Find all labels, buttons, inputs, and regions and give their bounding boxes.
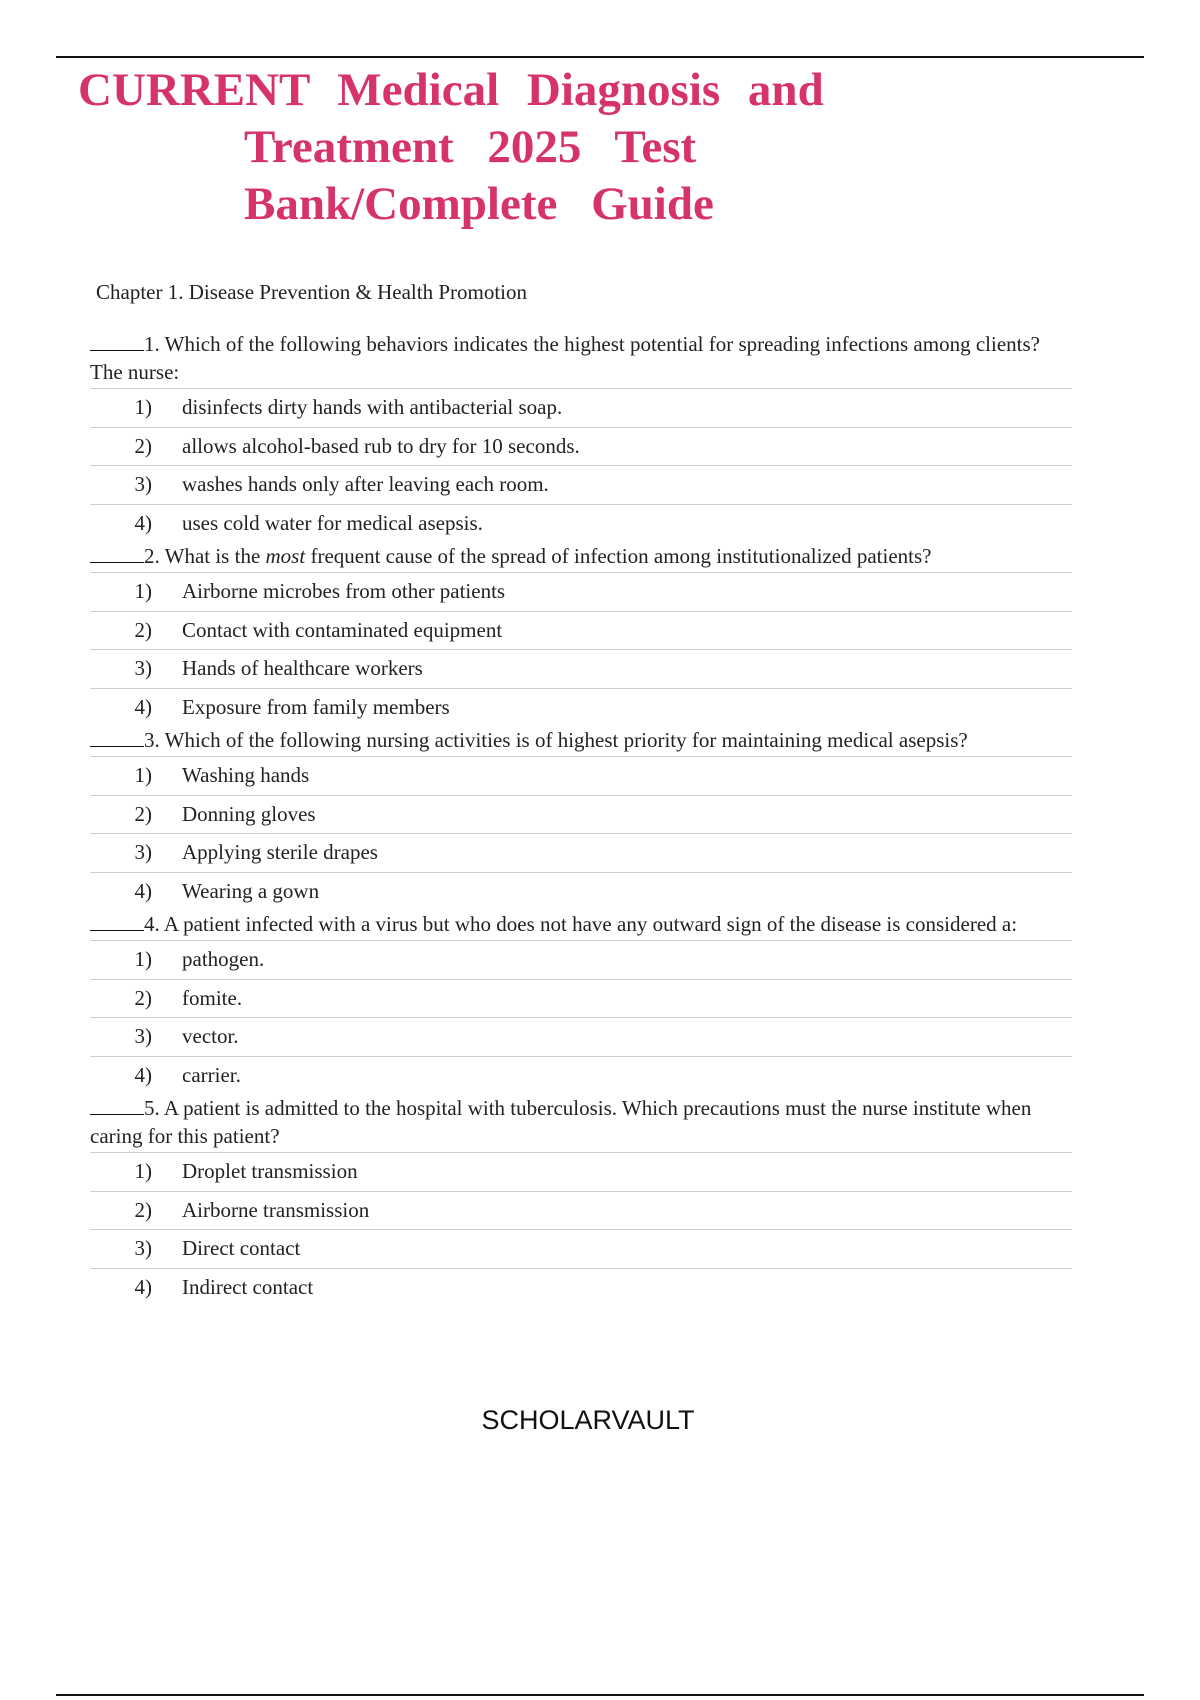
option: 4) Indirect contact <box>134 1274 314 1299</box>
question-1 <box>90 330 1072 542</box>
question-stem <box>90 1094 1072 1150</box>
question-3 <box>90 726 1072 910</box>
bottom-rule <box>56 1694 1144 1696</box>
option-list <box>90 756 1072 910</box>
emphasis: most <box>265 544 306 568</box>
question-text: A patient is admitted to the hospital with tuberculosis. Which precautions must the nurse institute when caring for this patient? <box>90 1096 1032 1148</box>
option: 1) pathogen. <box>90 941 1072 980</box>
option: 2) Donning gloves <box>90 796 1072 835</box>
option: 4) uses cold water for medical asepsis. <box>134 510 483 535</box>
question-number: 4. <box>144 912 160 936</box>
option: 1) Washing hands <box>90 757 1072 796</box>
option: 3) Direct contact <box>90 1230 1072 1269</box>
question-number: 1. <box>144 332 160 356</box>
question-text: Which of the following behaviors indicates the highest potential for spreading infections among clients? The nurse: <box>90 332 1040 384</box>
answer-blank[interactable] <box>90 912 144 931</box>
chapter-heading: Chapter 1. Disease Prevention & Health Promotion <box>96 280 528 304</box>
question-text: Which of the following nursing activities is of highest priority for maintaining medical asepsis? <box>164 728 968 752</box>
question-2 <box>90 542 1072 726</box>
answer-blank[interactable] <box>90 544 144 563</box>
title-line-3: Bank/Complete Guide <box>244 178 714 230</box>
option: 3) vector. <box>90 1018 1072 1057</box>
answer-blank[interactable] <box>90 728 144 747</box>
option-list <box>90 572 1072 726</box>
question-stem <box>90 726 1072 754</box>
option: 1) disinfects dirty hands with antibacterial soap. <box>90 389 1072 428</box>
option: 4) Wearing a gown <box>134 878 320 903</box>
top-rule <box>56 56 1144 58</box>
question-4 <box>90 910 1072 1094</box>
question-stem <box>90 330 1072 386</box>
answer-blank[interactable] <box>90 1096 144 1115</box>
title-line-1: CURRENT Medical Diagnosis and <box>78 64 824 116</box>
question-stem: 2. What is the most frequent cause of the spread of infection among institutionalized patients? <box>90 542 1072 570</box>
option: 2) Contact with contaminated equipment <box>90 612 1072 651</box>
watermark: SCHOLARVAULT <box>481 1405 695 1435</box>
question-stem <box>90 910 1072 938</box>
question-number: 3. <box>144 728 160 752</box>
option: 3) Hands of healthcare workers <box>90 650 1072 689</box>
option: 2) fomite. <box>90 980 1072 1019</box>
option: 1) Airborne microbes from other patients <box>90 573 1072 612</box>
question-5 <box>90 1094 1072 1306</box>
option-list <box>90 1152 1072 1306</box>
title-line-2: Treatment 2025 Test <box>244 121 697 173</box>
option: 3) Applying sterile drapes <box>90 834 1072 873</box>
option: 2) allows alcohol-based rub to dry for 10 seconds. <box>90 428 1072 467</box>
option-list <box>90 388 1072 542</box>
option: 2) Airborne transmission <box>90 1192 1072 1231</box>
option-list <box>90 940 1072 1094</box>
option: 4) carrier. <box>134 1062 241 1087</box>
answer-blank[interactable] <box>90 332 144 351</box>
option: 3) washes hands only after leaving each room. <box>90 466 1072 505</box>
question-number: 5. <box>144 1096 160 1120</box>
question-number: 2. <box>144 544 160 568</box>
question-list <box>90 330 1072 1306</box>
document-title <box>78 62 858 233</box>
question-text: A patient infected with a virus but who does not have any outward sign of the disease is considered a: <box>163 912 1018 936</box>
option: 1) Droplet transmission <box>90 1153 1072 1192</box>
option: 4) Exposure from family members <box>134 694 450 719</box>
